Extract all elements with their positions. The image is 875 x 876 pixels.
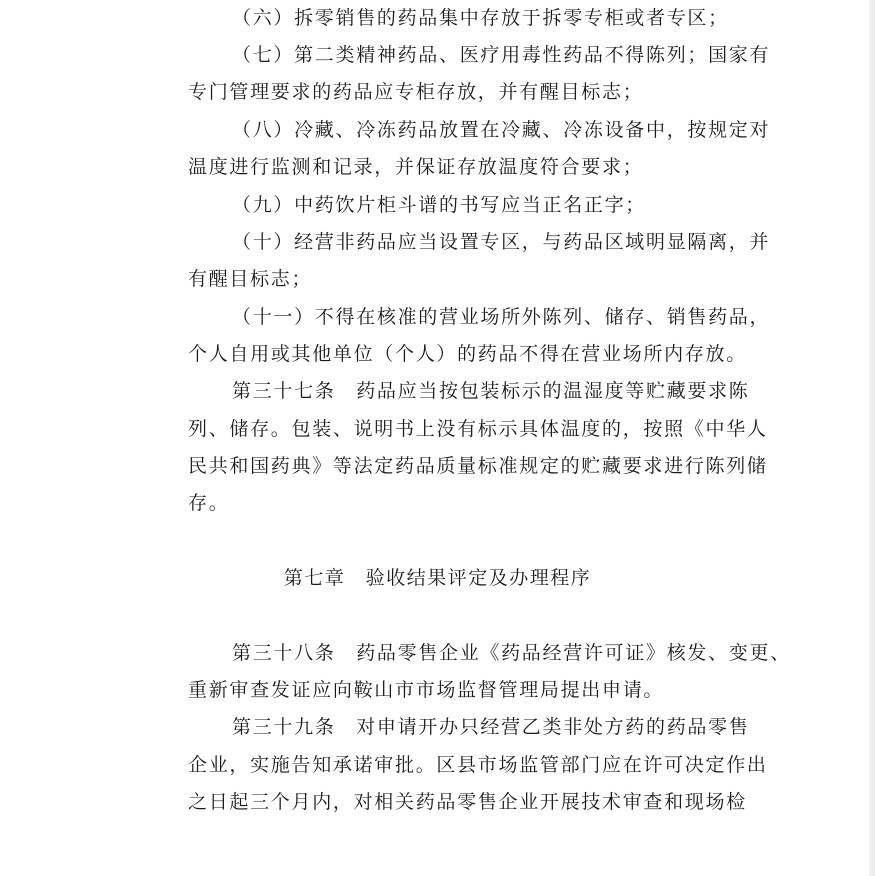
text-line: （十一）不得在核准的营业场所外陈列、储存、销售药品， <box>232 306 771 328</box>
article-37-heading-line: 第三十七条 药品应当按包装标示的温湿度等贮藏要求陈 <box>232 380 750 402</box>
text-line: 专门管理要求的药品应专柜存放，并有醒目标志； <box>188 81 644 103</box>
text-line: 存。 <box>188 492 230 514</box>
text-line: （八）冷藏、冷冻药品放置在冷藏、冷冻设备中，按规定对 <box>232 119 771 141</box>
text-line: 民共和国药典》等法定药品质量标准规定的贮藏要求进行陈列储 <box>188 455 768 477</box>
article-39-heading-line: 第三十九条 对申请开办只经营乙类非处方药的药品零售 <box>232 716 750 738</box>
text-line: （九）中药饮片柜斗谱的书写应当正名正字； <box>232 194 647 216</box>
text-line: 重新审查发证应向鞍山市市场监督管理局提出申请。 <box>188 679 665 701</box>
text-line: 个人自用或其他单位（个人）的药品不得在营业场所内存放。 <box>188 343 747 365</box>
text-line: 企业，实施告知承诺审批。区县市场监管部门应在许可决定作出 <box>188 754 768 776</box>
text-line: 有醒目标志； <box>188 268 313 290</box>
text-line: 列、储存。包装、说明书上没有标示具体温度的，按照《中华人 <box>188 418 768 440</box>
text-line: （六）拆零销售的药品集中存放于拆零专柜或者专区； <box>232 7 729 29</box>
text-line: （七）第二类精神药品、医疗用毒性药品不得陈列；国家有 <box>232 44 771 66</box>
chapter-title: 第七章 验收结果评定及办理程序 <box>283 567 592 589</box>
text-line: （十）经营非药品应当设置专区，与药品区域明显隔离，并 <box>232 231 771 253</box>
article-38-heading-line: 第三十八条 药品零售企业《药品经营许可证》核发、变更、 <box>232 642 791 664</box>
page-edge-shadow <box>869 0 875 876</box>
text-line: 温度进行监测和记录，并保证存放温度符合要求； <box>188 156 644 178</box>
text-line: 之日起三个月内，对相关药品零售企业开展技术审查和现场检 <box>188 791 747 813</box>
